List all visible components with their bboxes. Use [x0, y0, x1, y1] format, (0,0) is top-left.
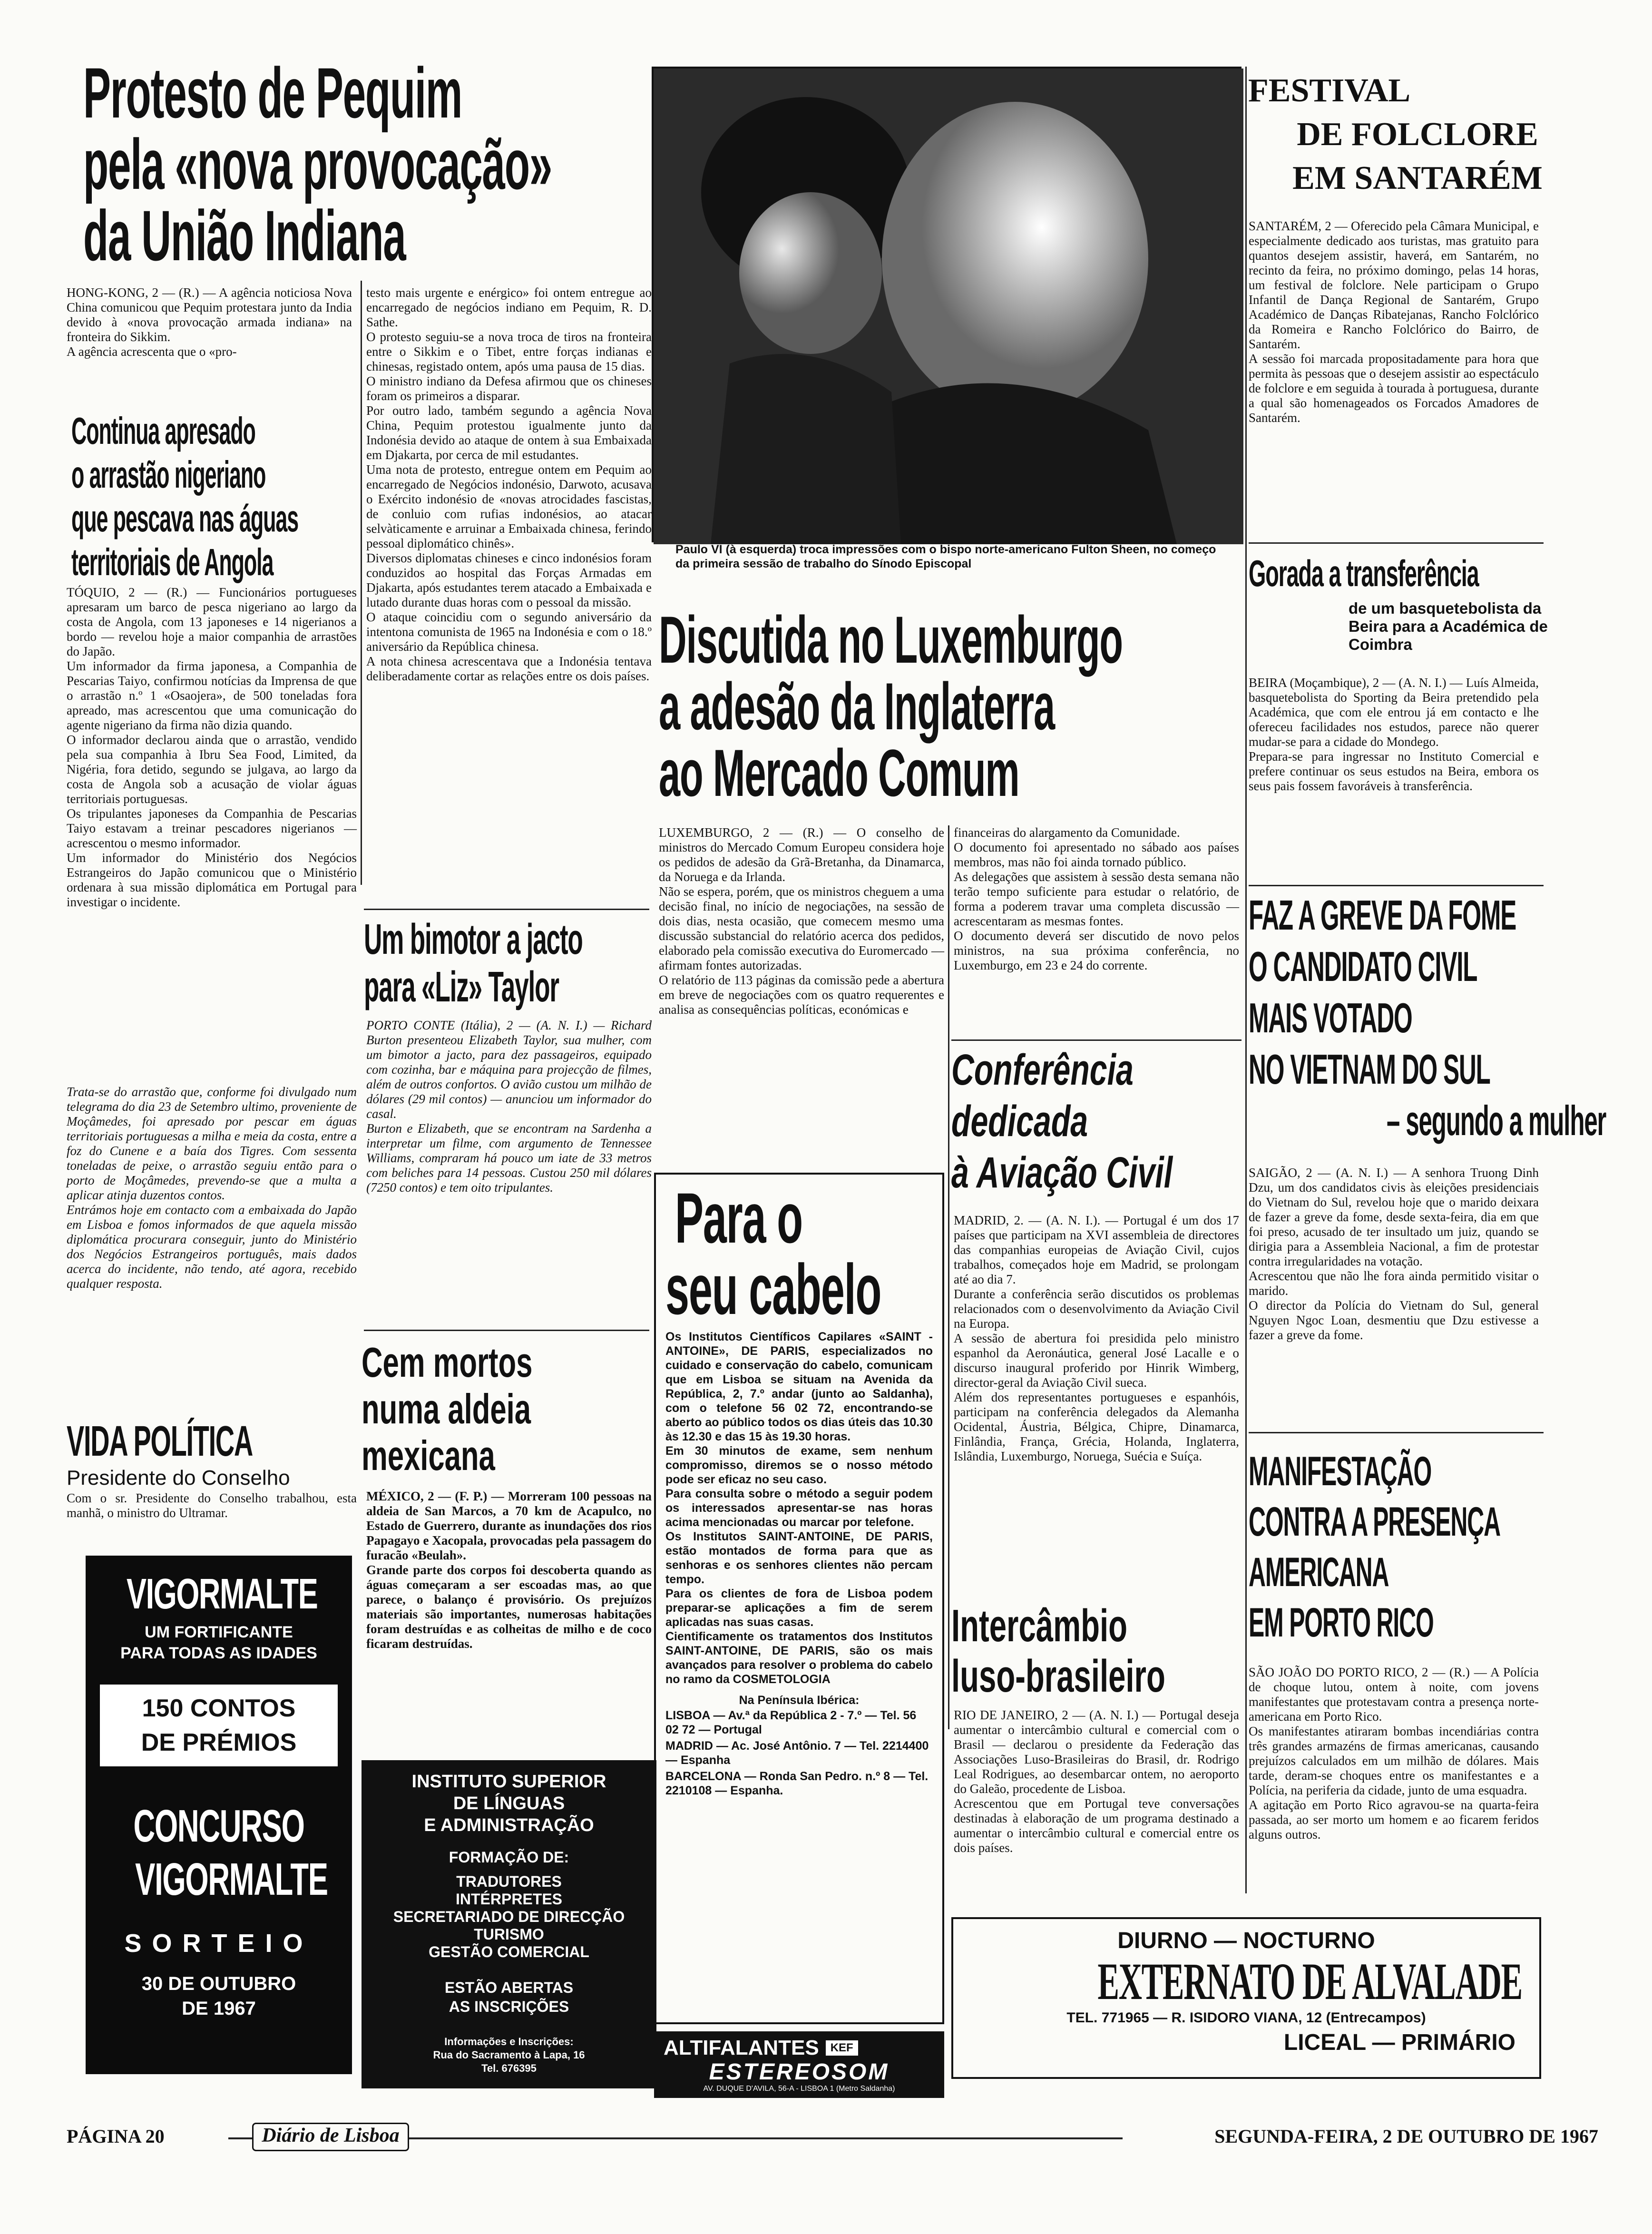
footer-date: SEGUNDA-FEIRA, 2 DE OUTUBRO DE 1967 — [1123, 2126, 1598, 2150]
prize-line: DE PRÉMIOS — [141, 1729, 297, 1756]
aviacao-line: à Aviação Civil — [951, 1148, 1173, 1197]
info-line: Rua do Sacramento à Lapa, 16 — [433, 2049, 585, 2061]
photo-caption: Paulo VI (à esquerda) troca impressões com o bispo norte-americano Fulton Sheen, no começo da primeira sessão de trabalho do Sínodo Episcopal — [675, 543, 1216, 570]
altifalantes-ad — [654, 2031, 944, 2098]
article-mortos: MÉXICO, 2 — (F. P.) — Morreram 100 pessoas na aldeia de San Marcos, a 70 km de Acapulco, no Estado de Guerrero, durante as inundações dos rios Papagayo e Xacopala, provocadas pela passagem do furacão «Beulah». Grande parte dos corpos foi descoberta quando as águas começaram a ser escoadas mas, ao que parece, o balanço é provisório. Os prejuízos materiais são importantes, numerosas habitações foram destruídas e as colheitas de milho e de coco ficaram destruídas. — [366, 1489, 652, 1651]
estereosom: ESTEREOSOM — [709, 2059, 890, 2085]
course-item: SECRETARIADO DE DIRECÇÃO — [393, 1908, 625, 1925]
bimotor-line: para «Liz» Taylor — [364, 963, 559, 1011]
greve-line: FAZ A GREVE DA FOME — [1249, 892, 1516, 939]
photo-image — [654, 69, 1243, 544]
footer-paper-name: Diário de Lisboa — [252, 2123, 409, 2151]
divider — [1249, 542, 1544, 544]
divider — [951, 1039, 1241, 1041]
headline2-line: territoriais de Angola — [71, 541, 274, 583]
porto-rico-line: MANIFESTAÇÃO — [1249, 1449, 1432, 1494]
externato-ad — [951, 1917, 1541, 2079]
externato-name: EXTERNATO DE ALVALADE — [1097, 1952, 1522, 2010]
article-festival: SANTARÉM, 2 — Oferecido pela Câmara Municipal, e especialmente dedicado aos turistas, mas gratuito para quantos desejem assistir, haverá, em Santarém, no recinto da feira, no próximo domingo, pelas 14 horas, um festival de folclore. Nele participam o Grupo Infantil de Dança Regional de Santarém, Grupo Académico de Danças Ribatejanas, Rancho Folclórico da Romeira e Rancho Folclórico do Bairro, de Santarém. A sessão foi marcada propositadamente para hora que permita às pessoas que o desejem assistir ao espectáculo de folclore e em seguida à tourada à portuguesa, durante a qual são homenageados os Forcados Amadores de Santarém. — [1249, 219, 1539, 425]
headline-festival — [1246, 69, 1589, 212]
headline2-line: Continua apresado — [71, 410, 255, 452]
article-pequim-left: HONG-KONG, 2 — (R.) — A agência noticiosa Nova China comunicou que Pequim protestara junto da India devido à «nova provocação armada indiana» na fronteira do Sikkim. A agência acrescenta que o «pro- — [67, 285, 352, 359]
greve-line: – segundo a mulher — [1387, 1097, 1606, 1144]
headline-intercambio — [951, 1601, 1246, 1705]
lux-line: a adesão da Inglaterra — [659, 669, 1055, 744]
instituto-courses — [362, 1873, 656, 1961]
open-line: ESTÃO ABERTAS — [444, 1979, 574, 1996]
course-item: GESTÃO COMERCIAL — [429, 1943, 589, 1960]
mortos-line: numa aldeia — [362, 1385, 531, 1432]
headline-aviacao — [951, 1044, 1246, 1206]
headline2-line: que pescava nas águas — [71, 497, 299, 539]
divider — [364, 909, 649, 910]
course-item: INTÉRPRETES — [455, 1891, 563, 1908]
date-line: 30 DE OUTUBRO — [141, 1973, 296, 1994]
cabelo-ad — [654, 1173, 944, 2024]
article-gorada: BEIRA (Moçambique), 2 — (A. N. I.) — Luís Almeida, basquetebolista do Sporting da Beira pretendido pela Académica, que com ele entrou já em contacto e lhe ofereceu facilidades nos estudos, parece não querer mudar-se para a cidade do Mondego. Preparа-se para ingressar no Instituto Comercial e prefere continuar os seus estudos na Beira, embora os seus pais fossem favoráveis à transferência. — [1249, 676, 1539, 793]
headline-porto-rico — [1249, 1446, 1582, 1656]
greve-line: MAIS VOTADO — [1249, 994, 1412, 1041]
column-rule — [1245, 67, 1247, 1893]
altifalantes-address: AV. DUQUE D'AVILA, 56-A - LISBOA 1 (Metro Saldanha) — [703, 2085, 895, 2093]
article-arrastao: TÓQUIO, 2 — (R.) — Funcionários portugueses apresaram um barco de pesca nigeriano ao largo da costa de Angola, com 13 japoneses e 14 nigerianos a bordo — revelou hoje a maior companhia de arrastões do Japão. Um informador da firma japonesa, a Companhia de Pescarias Taiyo, confirmou notícias da Imprensa de que o arrastão n.º 1 «Osaojera», de 500 toneladas fora apreado, mas acrescentou que uma comunicação do agente nigeriano da firma não dizia quando. O informador declarou ainda que o arrastão, vendido pela sua companhia à Ibru Sea Food, Limited, da Nigéria, fora detido, segundo se julgava, ao largo da costa de Angola sob a acusação de violar águas territoriais portuguesas. Os tripulantes japoneses da Companhia de Pescarias Taiyo estavam a treinar pescadores nigerianos — acrescentou o mesmo informador. Um informador do Ministério dos Negócios Estrangeiros do Japão comunicou que o Ministério ordenara à sua missão diplomática em Portugal para investigar o incidente. — [67, 585, 357, 909]
headline-pequim — [83, 53, 678, 276]
vigormalte-prize — [100, 1685, 338, 1766]
intercambio-line: Intercâmbio — [951, 1600, 1128, 1651]
porto-rico-line: AMERICANA — [1249, 1549, 1389, 1595]
festival-line: EM SANTARÉM — [1292, 160, 1543, 196]
info-line: Informações e Inscrições: — [444, 2036, 574, 2048]
formacao-label: FORMAÇÃO DE: — [449, 1849, 569, 1866]
externato-top: DIURNO — NOCTURNO — [1117, 1928, 1375, 1953]
cabelo-madrid: MADRID — Ac. José Antônio. 7 — Tel. 2214400 — Espanha — [665, 1739, 929, 1767]
column-rule — [361, 281, 362, 885]
concurso-line: CONCURSO — [133, 1801, 304, 1852]
festival-line: DE FOLCLORE — [1297, 116, 1538, 153]
cabelo-peninsula: Na Península Ibérica: — [739, 1694, 860, 1707]
article-luxemburgo-b: financeiras do alargamento da Comunidade. O documento foi apresentado no sábado aos países membros, mas não foi ainda tornado público. As delegações que assistem à sessão desta semana não terão tempo suficiente para estudar o relatório, de forma a poderem travar uma completa discussão — acrescentaram as mesmas fontes. O documento deverá ser discutido de novo pelos ministros, na sua próxima conferência, no Luxemburgo, em 23 e 24 do corrente. — [954, 825, 1239, 972]
course-item: TURISMO — [474, 1926, 544, 1943]
instituto-title-line: DE LÍNGUAS — [453, 1793, 565, 1813]
date-line: DE 1967 — [182, 1998, 256, 2019]
aviacao-line: Conferência — [951, 1046, 1134, 1094]
article-greve: SAIGÃO, 2 — (A. N. I.) — A senhora Truong Dinh Dzu, um dos candidatos civis às eleições presidenciais do Vietnam do Sul, revelou hoje que o marido deixara de fazer a greve da fome, desde sexta-feira, dia em que foi preso, acusado de ter insultado um juiz, quando se dirigia para a Assembleia Nacional, a fim de protestar contra irregularidades na votação. Acrescentou que não lhe fora ainda permitido visitar o marido. O director da Polícia do Vietnam do Sul, general Nguyen Ngoc Loan, desmentiu que Dzu estivesse a fazer a greve da fome. — [1249, 1166, 1539, 1342]
instituto-title — [362, 1771, 656, 1836]
vida-subtitle: Presidente do Conselho — [67, 1466, 290, 1489]
gorada-sub: de um basquetebolista da Beira para a Académica de Coimbra — [1349, 599, 1548, 653]
open-line: AS INSCRIÇÕES — [449, 1998, 569, 2015]
cabelo-lisboa: LISBOA — Av.ª da República 2 - 7.º — Tel. 56 02 72 — Portugal — [665, 1709, 917, 1737]
headline-line-1: Protesto de Pequim — [83, 53, 462, 133]
course-item: TRADUTORES — [456, 1873, 562, 1890]
festival-line: FESTIVAL — [1248, 72, 1411, 109]
cabelo-text: Os Institutos Científicos Capilares «SAINT - ANTOINE», DE PARIS, especializados no cuidado e conservação do cabelo, comunicam que em Lisboa se situam na Avenida da República, 2, 7.º andar (junto ao Saldanha), com o telefone 56 02 72, encontrando-se aberto ao público todos os dias úteis das 10.30 às 12.30 e das 15 às 19.30 horas. Em 30 minutos de exame, sem nenhum compromisso, diremos se o nosso método pode ser eficaz no seu caso. Para consulta sobre o método a seguir podem os interessados apresentar-se nas horas acima mencionadas ou marcar por telefone. Os Institutos SAINT-ANTOINE, DE PARIS, estão montados de forma para que as senhoras e os senhores clientes não percam tempo. Para os clientes de fora de Lisboa podem preparar-se aplicações a fim de serem aplicadas nas suas casas. Cientificamente os tratamentos dos Institutos SAINT-ANTOINE, DE PARIS, são os mais avançados para resolver o problema do cabelo no ramo da COSMETOLOGIA — [665, 1330, 933, 1686]
instituto-title-line: INSTITUTO SUPERIOR — [411, 1772, 606, 1792]
vigormalte-title: VIGORMALTE — [126, 1570, 318, 1618]
headline-luxemburgo — [659, 602, 1249, 811]
intercambio-line: luso-brasileiro — [951, 1651, 1165, 1702]
porto-rico-line: CONTRA A PRESENÇA — [1249, 1499, 1500, 1545]
vigormalte-sub-line: PARA TODAS AS IDADES — [120, 1644, 317, 1662]
article-pequim-right: testo mais urgente e enérgico» foi ontem entregue ao encarregado de negócios indiano em Pequim, R. D. Sathe. O protesto seguiu-se a nova troca de tiros na fronteira entre o Sikkim e o Tibet, entre forças indianas e chinesas, registado ontem, após uma pausa de 15 dias. O ministro indiano da Defesa afirmou que os chineses foram os primeiros a disparar. Por outro lado, também segundo a agência Nova China, Pequim protestou igualmente junto da Indonésia devido ao ataque de ontem à sua Embaixada em Djakarta, por cerca de mil estudantes. Uma nota de protesto, entregue ontem em Pequim ao encarregado de Negócios indonésio, Darwoto, acusava o Exército indonésio de «novas atrocidades fascistas, de conluio com rufias indonésios, ao atacar selvàticamente e arruinar a Embaixada chinesa, ferindo pessoal diplomático chinês». Diversos diplomatas chineses e cinco indonésios foram conduzidos ao hospital das Forças Armadas em Djakarta, após estudantes terem atacado a Embaixada e lutado durante duas horas com o pessoal da missão. O ataque coincidiu com o segundo aniversário da intentona comunista de 1965 na Indonésia e com o 18.º aniversário da República chinesa. A nota chinesa acrescentava que a Indonésia tentava deliberadamente cortar as relações entre os dois países. — [366, 285, 652, 683]
headline-mortos — [362, 1339, 656, 1482]
divider — [1249, 1432, 1544, 1433]
gorada-title: Gorada a transferência — [1249, 552, 1479, 594]
vigormalte-sub-line: UM FORTIFICANTE — [145, 1623, 293, 1641]
headline-gorada — [1249, 552, 1553, 595]
article-porto-rico: SÃO JOÃO DO PORTO RICO, 2 — (R.) — A Polícia de choque lutou, ontem à noite, com jovens manifestantes que protestavam contra a presença norte-americana em Porto Rico. Os manifestantes atiraram bombas incendiárias contra três grandes armazéns de firmas americanas, causando prejuízos calculados em um milhão de dólares. Mais tarde, deram-se choques entre os manifestantes e a Polícia, na periferia da cidade, junto de uma esquadra. A agitação em Porto Rico agravou-se na quarta-feira passada, ao ser morto um homem e ao ficarem feridos alguns outros. — [1249, 1665, 1539, 1842]
cabelo-barcelona: BARCELONA — Ronda San Pedro. n.º 8 — Tel. 2210108 — Espanha. — [665, 1770, 929, 1798]
bimotor-line: Um bimotor a jacto — [364, 916, 583, 963]
vigormalte-ad — [86, 1556, 352, 2074]
article-bimotor: PORTO CONTE (Itália), 2 — (A. N. I.) — Richard Burton presenteou Elizabeth Taylor, sua mulher, com um bimotor a jacto, para dez passageiros, equipado com cozinha, bar e máquina para projecção de filmes, além de outros confortos. O avião custou um milhão de dólares (29 mil contos) — anunciou um informador do casal. Burton e Elizabeth, que se encontram na Sardenha a interpretar um filme, com argumento de Tennessee Williams, compraram há pouco um iate de 33 metros com beliches para 14 pessoas. Custou 250 mil dólares (7250 contos) e tem oito tripulantes. — [366, 1018, 652, 1195]
externato-bottom: LICEAL — PRIMÁRIO — [1283, 2030, 1515, 2055]
altifalantes-brand: ALTIFALANTES — [664, 2036, 819, 2059]
photo-paulo-vi — [652, 67, 1241, 542]
lux-line: ao Mercado Comum — [659, 735, 1019, 810]
article-intercambio: RIO DE JANEIRO, 2 — (A. N. I.) — Portugal deseja aumentar o intercâmbio cultural e comercial com o Brasil — declarou o presidente da Federação das Associações Luso-Brasileiras do Brasil, dr. Rodrigo Leal Rodrigues, ao desembarcar ontem, no aeroporto do Galeão, procedente de Lisboa. Acrescentou que em Portugal teve conversações destinadas à elaboração de um programa destinado a aumentar o intercâmbio cultural e comercial entre os dois países. — [954, 1708, 1239, 1855]
headline-arrastao — [71, 409, 357, 585]
headline-line-2: pela «nova provocação» — [83, 124, 552, 204]
sorteio: SORTEIO — [124, 1929, 313, 1958]
concurso-line: VIGORMALTE — [135, 1854, 328, 1905]
cabelo-headline-line: seu cabelo — [665, 1249, 881, 1329]
headline-line-3: da União Indiana — [83, 196, 406, 275]
porto-rico-line: EM PORTO RICO — [1249, 1600, 1434, 1646]
instituto-info — [362, 2035, 656, 2075]
lux-line: Discutida no Luxemburgo — [659, 602, 1123, 677]
vigormalte-date — [86, 1971, 352, 2021]
headline2-line: o arrastão nigeriano — [71, 453, 266, 496]
headline-bimotor — [364, 916, 654, 1011]
mortos-line: mexicana — [362, 1432, 495, 1479]
greve-line: NO VIETNAM DO SUL — [1249, 1046, 1490, 1093]
divider — [1249, 885, 1544, 886]
article-luxemburgo-a: LUXEMBURGO, 2 — (R.) — O conselho de ministros do Mercado Comum Europeu considera hoje os pedidos de adesão da Grã-Bretanha, da Dinamarca, da Noruega e da Irlanda. Não se espera, porém, que os ministros cheguem a uma decisão final, no início de negociações, na sessão de dois dias, nesta ocasião, que comecem mesmo uma discussão substancial do relatório acerca dos pedidos, elaborado pela comissão executiva do Euromercado — afirmam fontes autorizadas. O relatório de 113 páginas da comissão pede a abertura em breve de negociações com os quatro requerentes e analisa as consequências políticas, económicas e — [659, 825, 944, 1017]
aviacao-line: dedicada — [951, 1097, 1088, 1146]
column-rule — [948, 825, 949, 1729]
headline-greve — [1249, 890, 1606, 1156]
instituto-ad — [362, 1760, 656, 2088]
prize-line: 150 CONTOS — [142, 1695, 296, 1722]
info-line: Tel. 676395 — [481, 2062, 537, 2074]
footer-page: PÁGINA 20 — [67, 2126, 165, 2147]
mortos-line: Cem mortos — [362, 1339, 533, 1386]
externato-tel: TEL. 771965 — R. ISIDORO VIANA, 12 (Entrecampos) — [1066, 2010, 1426, 2026]
vida-politica — [67, 1418, 357, 1532]
greve-line: O CANDIDATO CIVIL — [1249, 943, 1477, 990]
article-arrastao-italic: Trata-se do arrastão que, conforme foi divulgado num telegrama do dia 23 de Setembro ultimo, proveniente de Moçâmedes, foi apresado por pescar em águas territoriais portuguesas a milha e meia da costa, entre a foz do Cunene e a baía dos Tigres. Com sessenta toneladas de peixe, o arrastão seguiu então para o porto de Moçâmedes, prevendo-se que a multa a aplicar atinja duzentos contos. Entrámos hoje em contacto com a embaixada do Japão em Lisboa e fomos informados de que aquela missão diplomática procurara conseguir, junto do Ministério dos Negócios Estrangeiros português, mais dados acerca do incidente, não tendo, até agora, recebido qualquer resposta. — [67, 1085, 357, 1291]
article-aviacao: MADRID, 2. — (A. N. I.). — Portugal é um dos 17 países que participam na XVI assembleia de directores das companhias europeias de Aviação Civil, cujos trabalhos, começados hoje em Madrid, se prolongam até ao dia 7. Durante a conferência serão discutidos os problemas relacionados com o desenvolvimento da Aviação Civil na Europa. A sessão de abertura foi presidida pelo ministro espanhol da Aeronáutica, general José Lacalle e o discurso inaugural proferido por Hinrik Wimberg, director-geral da Aviação Civil sueca. Além dos representantes portugueses e espanhóis, participam na conferência delegados da Alemanha Ocidental, Áustria, Bélgica, Chipre, Dinamarca, Finlândia, França, Grécia, Holanda, Inglaterra, Islândia, Luxemburgo, Noruega, Suécia e Suíça. — [954, 1213, 1239, 1463]
instituto-open — [362, 1978, 656, 2016]
cabelo-headline-line: Para o — [675, 1178, 802, 1258]
vida-title: VIDA POLÍTICA — [67, 1418, 253, 1465]
vida-text: Com o sr. Presidente do Conselho trabalhou, esta manhã, o ministro do Ultramar. — [67, 1491, 357, 1520]
kef-logo: KEF — [826, 2040, 858, 2056]
instituto-title-line: E ADMINISTRAÇÃO — [424, 1815, 594, 1835]
vigormalte-sub — [86, 1622, 352, 1664]
divider — [364, 1330, 649, 1331]
